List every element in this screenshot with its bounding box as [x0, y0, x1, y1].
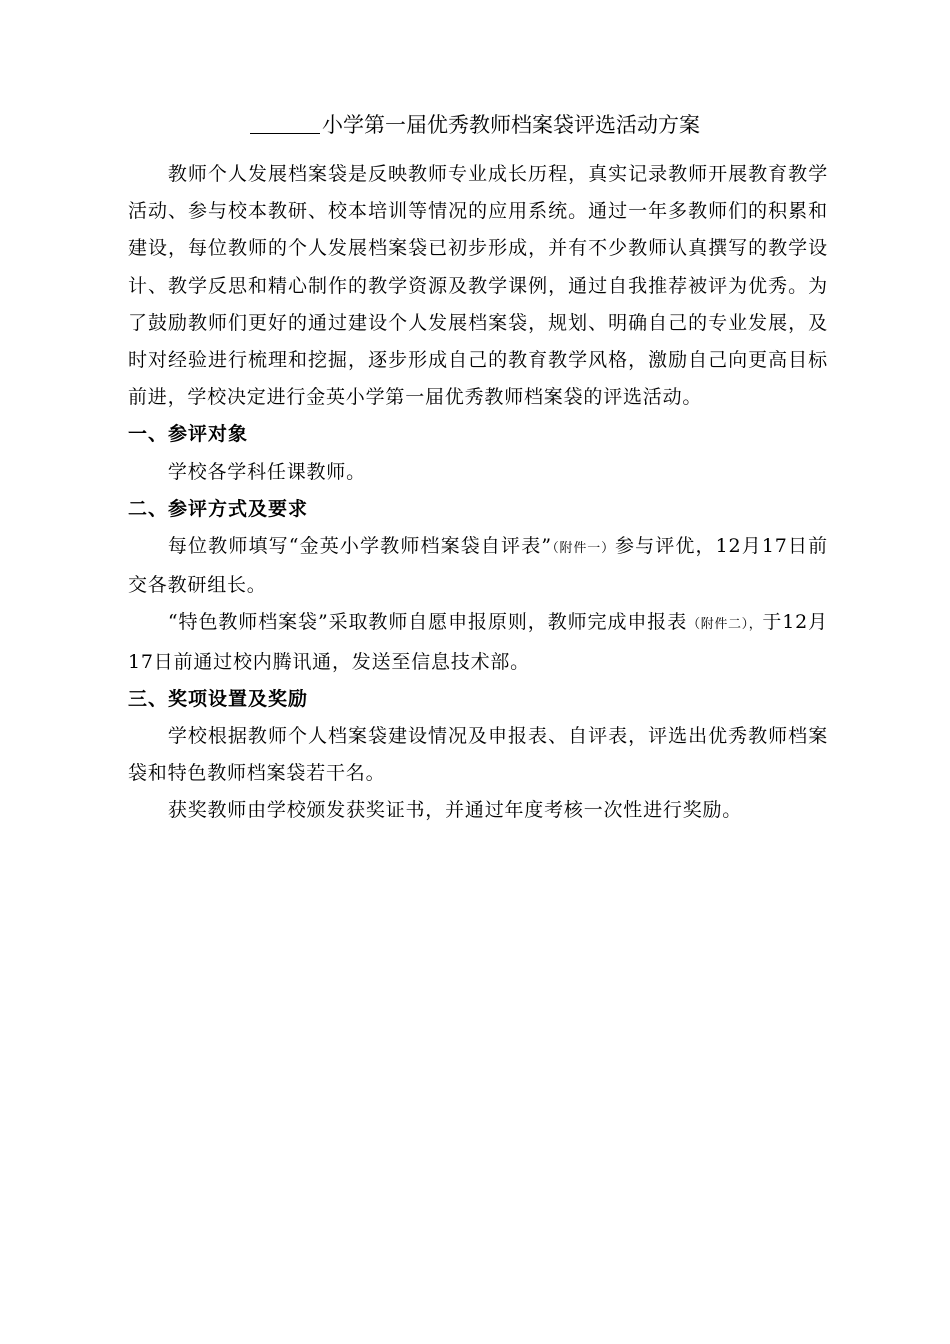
section-heading-method: 二、参评方式及要求 — [128, 497, 309, 520]
attachment-one-note: （附件一） — [551, 541, 615, 557]
attachment-two-note: （附件二）， — [687, 617, 763, 633]
method-paragraph-special-portfolio — [128, 604, 828, 680]
self-evaluation-text-a: 每位教师填写“金英小学教师档案袋自评表” — [167, 535, 552, 558]
self-evaluation-text-b: 参与评优，12月17日前交各教研组长。 — [128, 535, 828, 597]
school-name-blank — [250, 111, 320, 134]
document-body — [128, 156, 828, 830]
section-heading-participants: 一、参评对象 — [128, 423, 249, 446]
special-portfolio-text-a: “特色教师档案袋”采取教师自愿申报原则，教师完成申报表 — [167, 611, 688, 634]
intro-paragraph: 教师个人发展档案袋是反映教师专业成长历程，真实记录教师开展教育教学活动、参与校本教研、校本培训等情况的应用系统。通过一年多教师们的积累和建设，每位教师的个人发展档案袋已初步形成，并有不少教师认真撰写的教学设计、教学反思和精心制作的教学资源及教学课例，通过自我推荐被评为优秀。为了鼓励教师们更好的通过建设个人发展档案袋，规划、明确自己的专业发展，及时对经验进行梳理和挖掘，逐步形成自己的教育教学风格，激励自己向更高目标前进，学校决定进行金英小学第一届优秀教师档案袋的评选活动。 — [128, 163, 828, 409]
participants-paragraph: 学校各学科任课教师。 — [167, 460, 366, 483]
document-title-line — [0, 108, 950, 142]
special-portfolio-text-b: 于12月17日前通过校内腾讯通，发送至信息技术部。 — [128, 611, 828, 673]
method-paragraph-self-evaluation — [128, 528, 828, 604]
document-title: 小学第一届优秀教师档案袋评选活动方案 — [322, 113, 700, 137]
awards-paragraph-selection: 学校根据教师个人档案袋建设情况及申报表、自评表，评选出优秀教师档案袋和特色教师档案袋若干名。 — [128, 725, 828, 785]
section-heading-awards: 三、奖项设置及奖励 — [128, 687, 309, 710]
awards-paragraph-reward: 获奖教师由学校颁发获奖证书，并通过年度考核一次性进行奖励。 — [167, 799, 743, 822]
